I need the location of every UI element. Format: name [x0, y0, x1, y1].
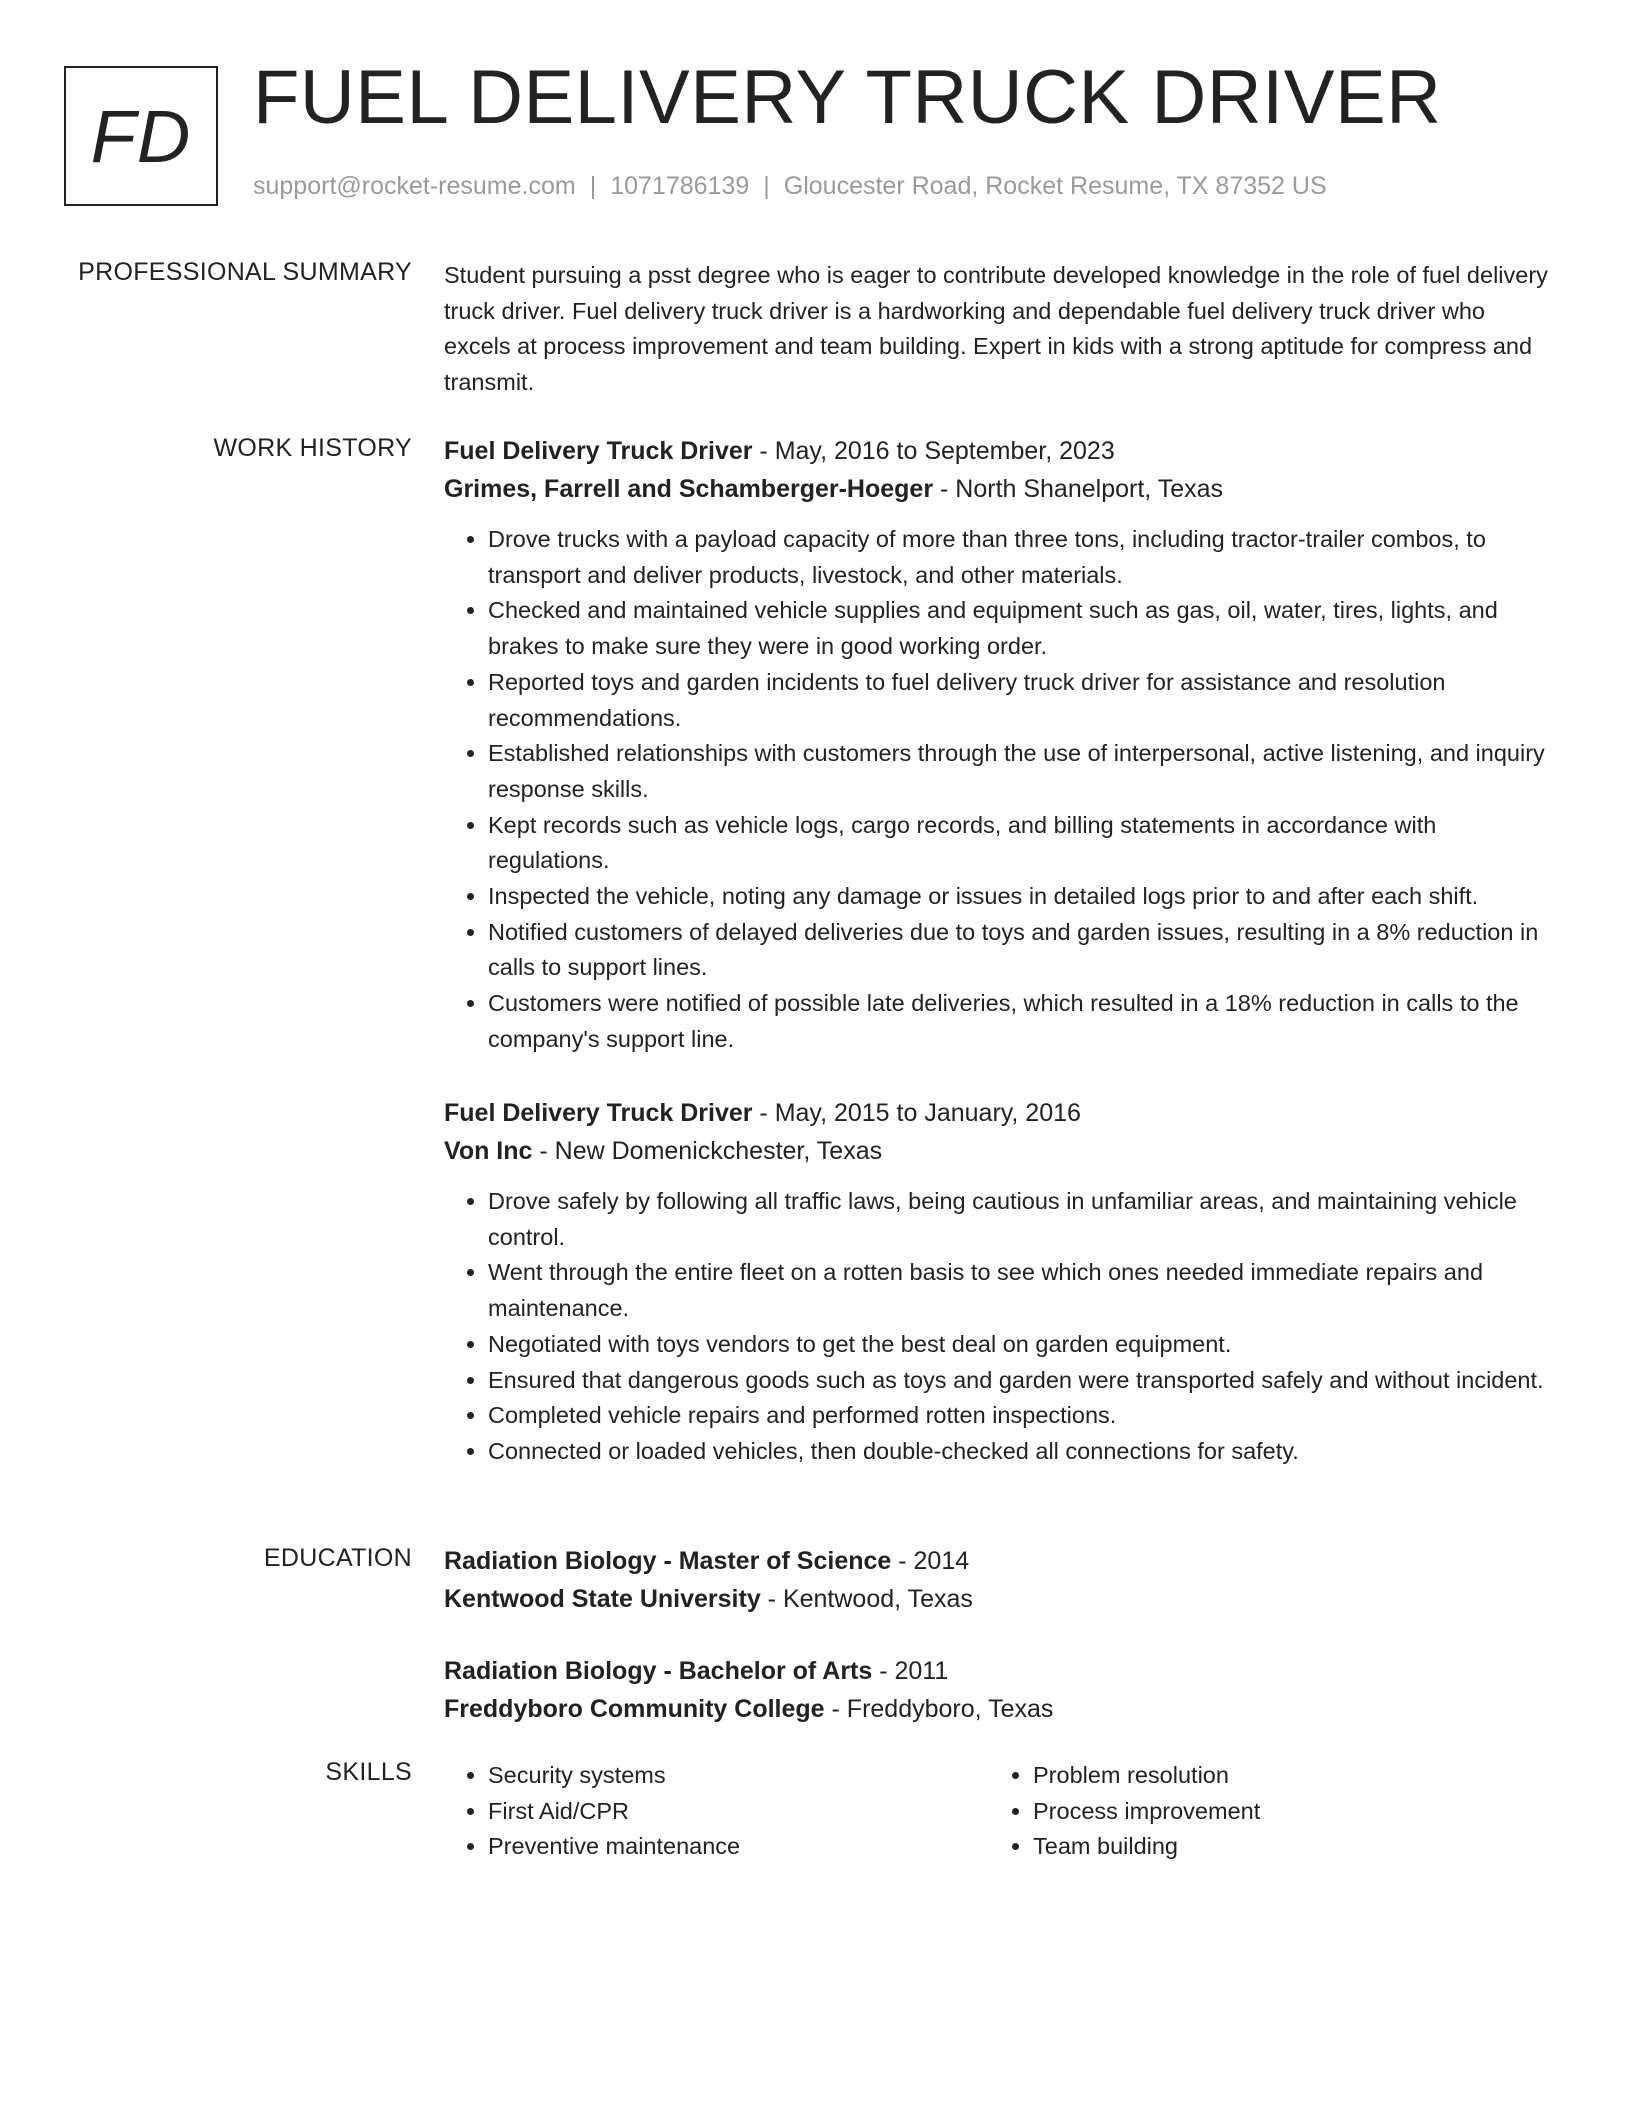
job-bullet: • Reported toys and garden incidents to fuel delivery truck driver for assistance and resolution recommendations.	[488, 665, 1554, 736]
candidate-name: FUEL DELIVERY TRUCK DRIVER	[253, 55, 1442, 140]
job-bullet: • Kept records such as vehicle logs, cargo records, and billing statements in accordance with regulations.	[488, 808, 1554, 879]
job-bullet: • Went through the entire fleet on a rotten basis to see which ones needed immediate repairs and maintenance.	[488, 1255, 1554, 1326]
education-school-line	[444, 1580, 1554, 1618]
work-history-body	[444, 432, 1554, 1058]
skills-list	[989, 1758, 1534, 1865]
job-entry	[444, 1094, 1554, 1470]
skill-item: • Team building	[1033, 1829, 1534, 1865]
job-title-line	[444, 432, 1554, 470]
job-entry	[444, 432, 1554, 1058]
skills-heading: SKILLS	[325, 1758, 412, 1786]
skills-column-left	[444, 1758, 989, 1865]
education-location: - Freddyboro, Texas	[824, 1695, 1054, 1723]
contact-address: Gloucester Road, Rocket Resume, TX 87352 US	[783, 172, 1327, 200]
job-bullet: • Checked and maintained vehicle supplies and equipment such as gas, oil, water, tires, lights, and brakes to make sure they were in good working order.	[488, 593, 1554, 664]
contact-phone[interactable]: 1071786139	[610, 172, 750, 200]
job-bullet: • Connected or loaded vehicles, then double-checked all connections for safety.	[488, 1434, 1554, 1470]
education-degree: Radiation Biology - Bachelor of Arts	[444, 1657, 873, 1685]
monogram-text: FD	[90, 94, 192, 178]
contact-separator: |	[589, 172, 597, 200]
monogram-logo	[64, 66, 218, 206]
skill-item: • Security systems	[488, 1758, 989, 1794]
job-bullet: • Inspected the vehicle, noting any damage or issues in detailed logs prior to and after each shift.	[488, 879, 1554, 915]
education-entry	[444, 1652, 1554, 1728]
job-title: Fuel Delivery Truck Driver	[444, 1099, 753, 1127]
education-heading: EDUCATION	[263, 1544, 412, 1572]
skill-item: • Problem resolution	[1033, 1758, 1534, 1794]
job-bullet-list	[444, 522, 1554, 1058]
contact-email[interactable]: support@rocket-resume.com	[253, 172, 576, 200]
education-degree-line	[444, 1542, 1554, 1580]
job-bullet: • Established relationships with customers through the use of interpersonal, active listening, and inquiry response skills.	[488, 736, 1554, 807]
job-location: - North Shanelport, Texas	[933, 475, 1224, 503]
skills-columns	[444, 1758, 1554, 1865]
job-company-line	[444, 470, 1554, 508]
education-body	[444, 1542, 1554, 1728]
job-company: Von Inc	[444, 1137, 533, 1165]
summary-text: Student pursuing a psst degree who is eager to contribute developed knowledge in the role of fuel delivery truck driver. Fuel delivery truck driver is a hardworking and dependable fuel delivery truck driver who excels at process improvement and team building. Expert in kids with a strong aptitude for compress and transmit.	[444, 262, 1548, 395]
job-company-line	[444, 1132, 1554, 1170]
job-location: - New Domenickchester, Texas	[532, 1137, 883, 1165]
job-bullet: • Negotiated with toys vendors to get the best deal on garden equipment.	[488, 1327, 1554, 1363]
education-school: Freddyboro Community College	[444, 1695, 825, 1723]
job-bullet: • Drove safely by following all traffic laws, being cautious in unfamiliar areas, and maintaining vehicle control.	[488, 1184, 1554, 1255]
job-title-line	[444, 1094, 1554, 1132]
education-school: Kentwood State University	[444, 1585, 761, 1613]
skills-body	[444, 1758, 1554, 1865]
summary-heading: PROFESSIONAL SUMMARY	[78, 258, 412, 286]
skill-item: • Process improvement	[1033, 1794, 1534, 1830]
job-bullet: • Customers were notified of possible late deliveries, which resulted in a 18% reduction in calls to the company's support line.	[488, 986, 1554, 1057]
skill-item: • Preventive maintenance	[488, 1829, 989, 1865]
summary-body	[444, 258, 1554, 400]
education-degree-line	[444, 1652, 1554, 1690]
education-year: - 2011	[872, 1657, 949, 1685]
education-entry	[444, 1542, 1554, 1618]
contact-line	[253, 172, 1327, 201]
job-dates: - May, 2015 to January, 2016	[752, 1099, 1081, 1127]
job-bullet: • Completed vehicle repairs and performed rotten inspections.	[488, 1398, 1554, 1434]
education-school-line	[444, 1690, 1554, 1728]
job-dates: - May, 2016 to September, 2023	[752, 437, 1115, 465]
job-bullet-list	[444, 1184, 1554, 1470]
skill-item: • First Aid/CPR	[488, 1794, 989, 1830]
education-degree: Radiation Biology - Master of Science	[444, 1547, 892, 1575]
skills-list	[444, 1758, 989, 1865]
skills-column-right	[989, 1758, 1534, 1865]
work-history-body-2	[444, 1094, 1554, 1470]
work-history-heading: WORK HISTORY	[213, 434, 412, 462]
job-bullet: • Notified customers of delayed deliveries due to toys and garden issues, resulting in a 8% reduction in calls to support lines.	[488, 915, 1554, 986]
education-location: - Kentwood, Texas	[760, 1585, 973, 1613]
job-bullet: • Drove trucks with a payload capacity of more than three tons, including tractor-trailer combos, to transport and deliver products, livestock, and other materials.	[488, 522, 1554, 593]
job-company: Grimes, Farrell and Schamberger-Hoeger	[444, 475, 934, 503]
job-bullet: • Ensured that dangerous goods such as toys and garden were transported safely and without incident.	[488, 1363, 1554, 1399]
education-year: - 2014	[891, 1547, 970, 1575]
job-title: Fuel Delivery Truck Driver	[444, 437, 753, 465]
contact-separator: |	[763, 172, 770, 200]
